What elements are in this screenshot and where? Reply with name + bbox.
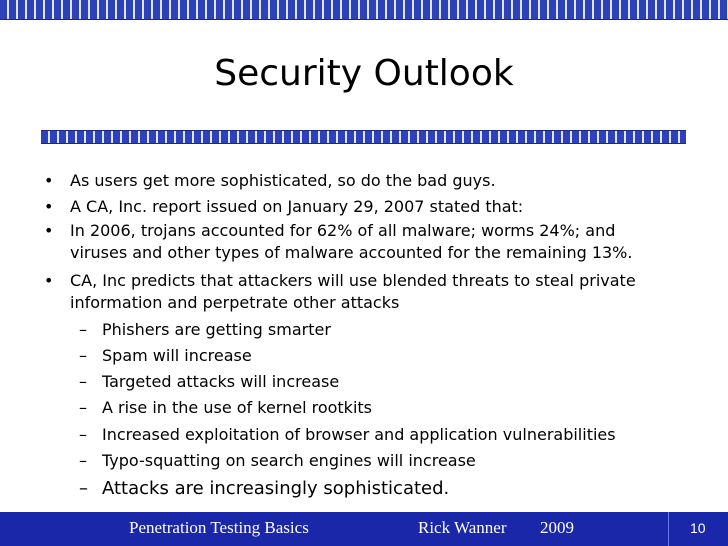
sub-bullet-text: Targeted attacks will increase [102, 372, 340, 391]
bullet-text: CA, Inc predicts that attackers will use blended threats to steal private [70, 271, 636, 290]
footer-author: Rick Wanner [418, 518, 507, 537]
sub-bullet-text: A rise in the use of kernel rootkits [102, 398, 372, 417]
bullet-continuation [70, 292, 399, 314]
dash-mark: – [79, 398, 87, 417]
bullet-item [44, 220, 616, 242]
bullet-text: information and perpetrate other attacks [70, 293, 400, 312]
bullet-text: In 2006, trojans accounted for 62% of all malware; worms 24%; and [70, 221, 616, 240]
sub-bullet-text: Phishers are getting smarter [102, 320, 331, 339]
bullet-item [44, 270, 636, 292]
sub-bullet-text: Attacks are increasingly sophisticated. [102, 478, 450, 499]
dash-mark: – [79, 451, 87, 470]
bullet-mark: • [44, 271, 54, 290]
sub-bullet-item [79, 450, 476, 472]
footer-divider [668, 512, 669, 546]
sub-bullet-item [79, 477, 450, 501]
dash-mark: – [79, 346, 87, 365]
bullet-item [44, 196, 524, 218]
sub-bullet-item [79, 345, 252, 367]
bullet-mark: • [44, 171, 54, 190]
bullet-text: viruses and other types of malware accounted for the remaining 13%. [70, 243, 633, 262]
sub-bullet-text: Spam will increase [102, 346, 252, 365]
dash-mark: – [79, 372, 87, 391]
dash-mark: – [79, 320, 87, 339]
sub-bullet-text: Typo-squatting on search engines will increase [102, 451, 476, 470]
dash-mark: – [79, 478, 88, 499]
sub-bullet-item [79, 397, 372, 419]
slide-title: Security Outlook [214, 53, 514, 94]
bullet-continuation [70, 242, 632, 264]
sub-bullet-item [79, 371, 340, 393]
sub-bullet-item [79, 424, 616, 446]
bullet-item [44, 170, 496, 192]
footer-course-title: Penetration Testing Basics [129, 518, 309, 537]
slide-footer [0, 512, 728, 546]
footer-year: 2009 [540, 518, 574, 537]
bullet-text: A CA, Inc. report issued on January 29, 2007 stated that: [70, 197, 524, 216]
sub-bullet-text: Increased exploitation of browser and application vulnerabilities [102, 425, 616, 444]
sub-bullet-item [79, 319, 331, 341]
bullet-text: As users get more sophisticated, so do the bad guys. [70, 171, 496, 190]
page-number: 10 [690, 520, 706, 536]
bullet-mark: • [44, 197, 54, 216]
bullet-mark: • [44, 221, 54, 240]
dash-mark: – [79, 425, 87, 444]
